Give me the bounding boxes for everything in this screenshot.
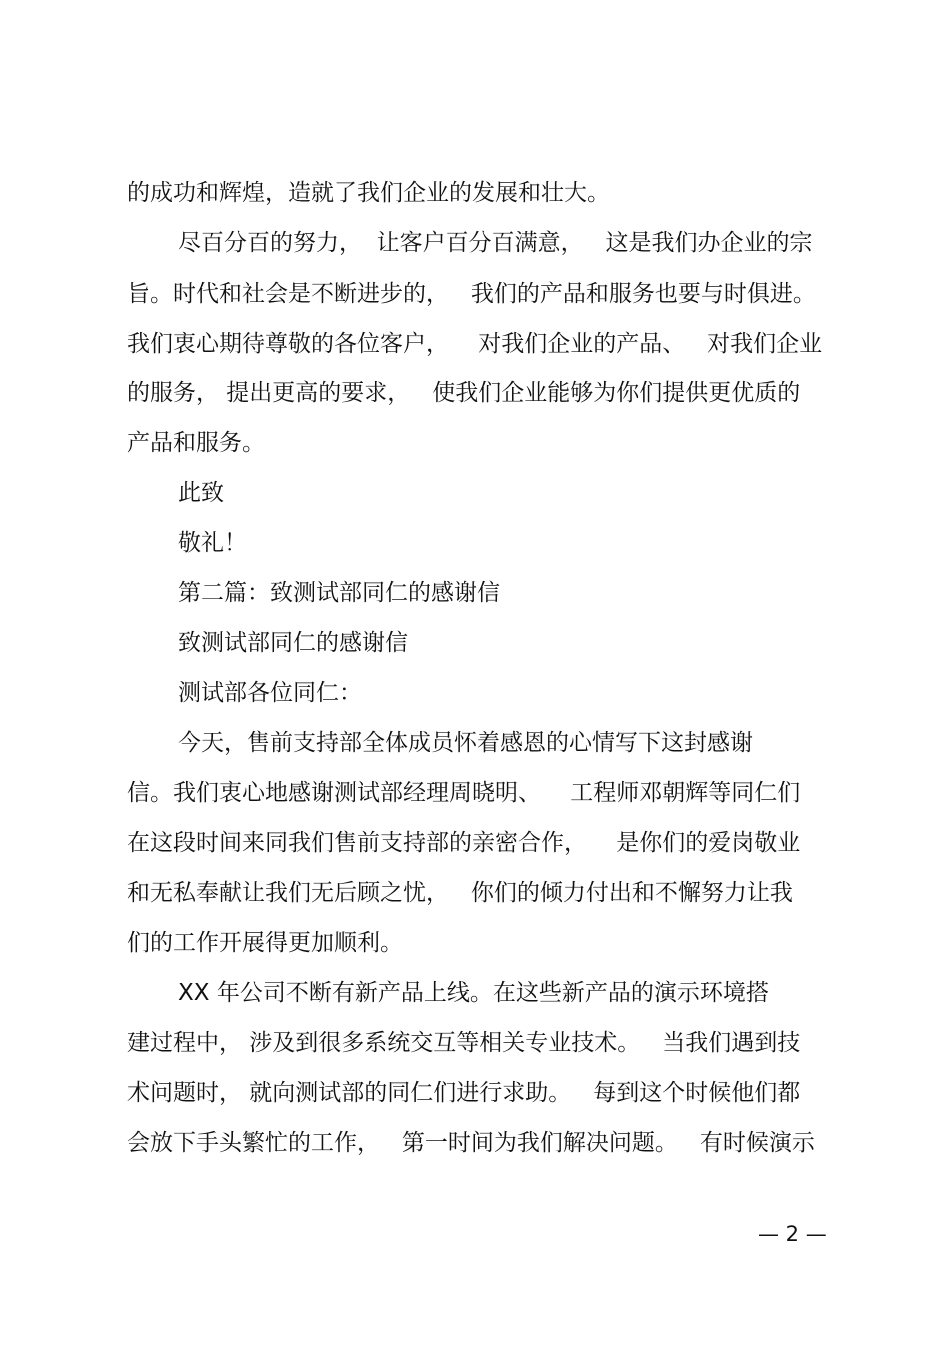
section-heading: 第二篇：致测试部同仁的感谢信 — [178, 580, 500, 606]
page-number: — 2 — — [758, 1222, 827, 1246]
letter-title: 致测试部同仁的感谢信 — [178, 630, 408, 656]
text-line: XX 年公司不断有新产品上线。在这些新产品的演示环境搭 — [178, 980, 769, 1006]
text-line: 信。我们衷心地感谢测试部经理周晓明、 工程师邓朝辉等同仁们 — [127, 780, 801, 806]
text-line: 在这段时间来同我们售前支持部的亲密合作， 是你们的爱岗敬业 — [127, 830, 801, 856]
text-line: 的服务， 提出更高的要求， 使我们企业能够为你们提供更优质的 — [127, 380, 801, 406]
closing-line: 敬礼！ — [178, 530, 247, 556]
text-line: 旨。时代和社会是不断进步的， 我们的产品和服务也要与时俱进。 — [127, 281, 816, 307]
text-line: 尽百分百的努力， 让客户百分百满意， 这是我们办企业的宗 — [178, 230, 813, 256]
text-line: 产品和服务。 — [127, 430, 265, 456]
text-line: 今天，售前支持部全体成员怀着感恩的心情写下这封感谢 — [178, 730, 753, 756]
text-line: 的成功和辉煌，造就了我们企业的发展和壮大。 — [127, 180, 610, 206]
text-line: 们的工作开展得更加顺利。 — [127, 930, 403, 956]
text-line: 术问题时， 就向测试部的同仁们进行求助。 每到这个时候他们都 — [127, 1080, 801, 1106]
closing-line: 此致 — [178, 480, 224, 506]
text-line: 建过程中， 涉及到很多系统交互等相关专业技术。 当我们遇到技 — [127, 1030, 801, 1056]
salutation: 测试部各位同仁： — [178, 680, 362, 706]
text-line: 我们衷心期待尊敬的各位客户， 对我们企业的产品、 对我们企业 — [127, 331, 823, 357]
text-line: 会放下手头繁忙的工作， 第一时间为我们解决问题。 有时候演示 — [127, 1130, 815, 1156]
text-line: 和无私奉献让我们无后顾之忧， 你们的倾力付出和不懈努力让我 — [127, 880, 793, 906]
